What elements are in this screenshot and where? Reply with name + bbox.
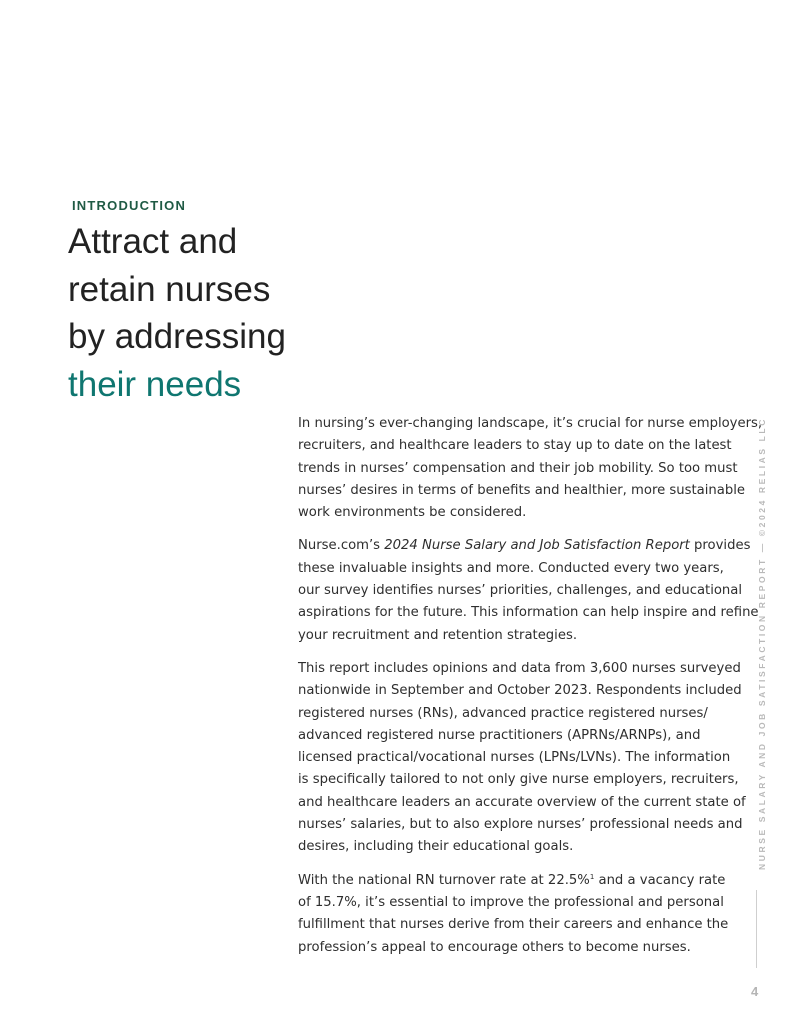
headline-line: by addressing (68, 317, 286, 356)
text-line: and healthcare leaders an accurate overview of the current state of (298, 794, 746, 810)
text-line: aspirations for the future. This information can help inspire and refine (298, 605, 759, 621)
page-headline (68, 218, 286, 408)
footnote-marker: 1 (589, 872, 595, 881)
text-line (298, 870, 738, 892)
text-line: these invaluable insights and more. Conducted every two years, (298, 560, 724, 576)
paragraph (298, 535, 759, 646)
text-line: trends in nurses’ compensation and their job mobility. So too must (298, 460, 738, 476)
report-side-label: NURSE SALARY AND JOB SATISFACTION REPORT — ©2024 RELIAS LLC (757, 417, 767, 870)
text-line: nationwide in September and October 2023. Respondents included (298, 683, 742, 699)
headline-line: retain nurses (68, 269, 271, 309)
text-line: licensed practical/vocational nurses (LPNs/LVNs). The information (298, 750, 731, 766)
text-line: fulfillment that nurses derive from their careers and enhance the (298, 917, 729, 933)
paragraph (298, 658, 746, 859)
text-line: of 15.7%, it’s essential to improve the professional and personal (298, 894, 724, 910)
page-number: 4 (751, 984, 759, 999)
text-fragment: and a vacancy rate (594, 872, 726, 888)
text-fragment: With the national RN turnover rate at 22.5% (298, 872, 590, 888)
text-line: In nursing’s ever-changing landscape, it’s crucial for nurse employers, (298, 416, 763, 431)
text-line: registered nurses (RNs), advanced practice registered nurses/ (298, 705, 708, 721)
paragraph (298, 413, 763, 524)
text-line: This report includes opinions and data from 3,600 nurses surveyed (298, 660, 741, 676)
text-line: recruiters, and healthcare leaders to stay up to date on the latest (298, 438, 732, 454)
text-line: work environments be considered. (298, 505, 527, 521)
text-line: desires, including their educational goals. (298, 839, 574, 855)
headline-line: Attract and (68, 222, 238, 261)
side-divider (756, 890, 757, 968)
text-line: nurses’ desires in terms of benefits and healthier, more sustainable (298, 482, 745, 498)
text-line: nurses’ salaries, but to also explore nurses’ professional needs and (298, 817, 743, 833)
text-line: is specifically tailored to not only give nurse employers, recruiters, (298, 772, 739, 788)
text-line: advanced registered nurse practitioners (APRNs/ARNPs), and (298, 727, 701, 743)
paragraph (298, 870, 738, 959)
text-fragment: Nurse.com’s (298, 538, 385, 554)
text-line: profession’s appeal to encourage others to become nurses. (298, 939, 691, 955)
report-title: 2024 Nurse Salary and Job Satisfaction Report (384, 538, 690, 554)
text-line: our survey identifies nurses’ priorities, challenges, and educational (298, 583, 743, 599)
text-fragment: provides (689, 538, 751, 554)
section-label: INTRODUCTION (72, 198, 187, 213)
text-line (298, 535, 751, 557)
headline-accent-line: their needs (68, 364, 242, 404)
text-line: your recruitment and retention strategies. (298, 627, 578, 643)
